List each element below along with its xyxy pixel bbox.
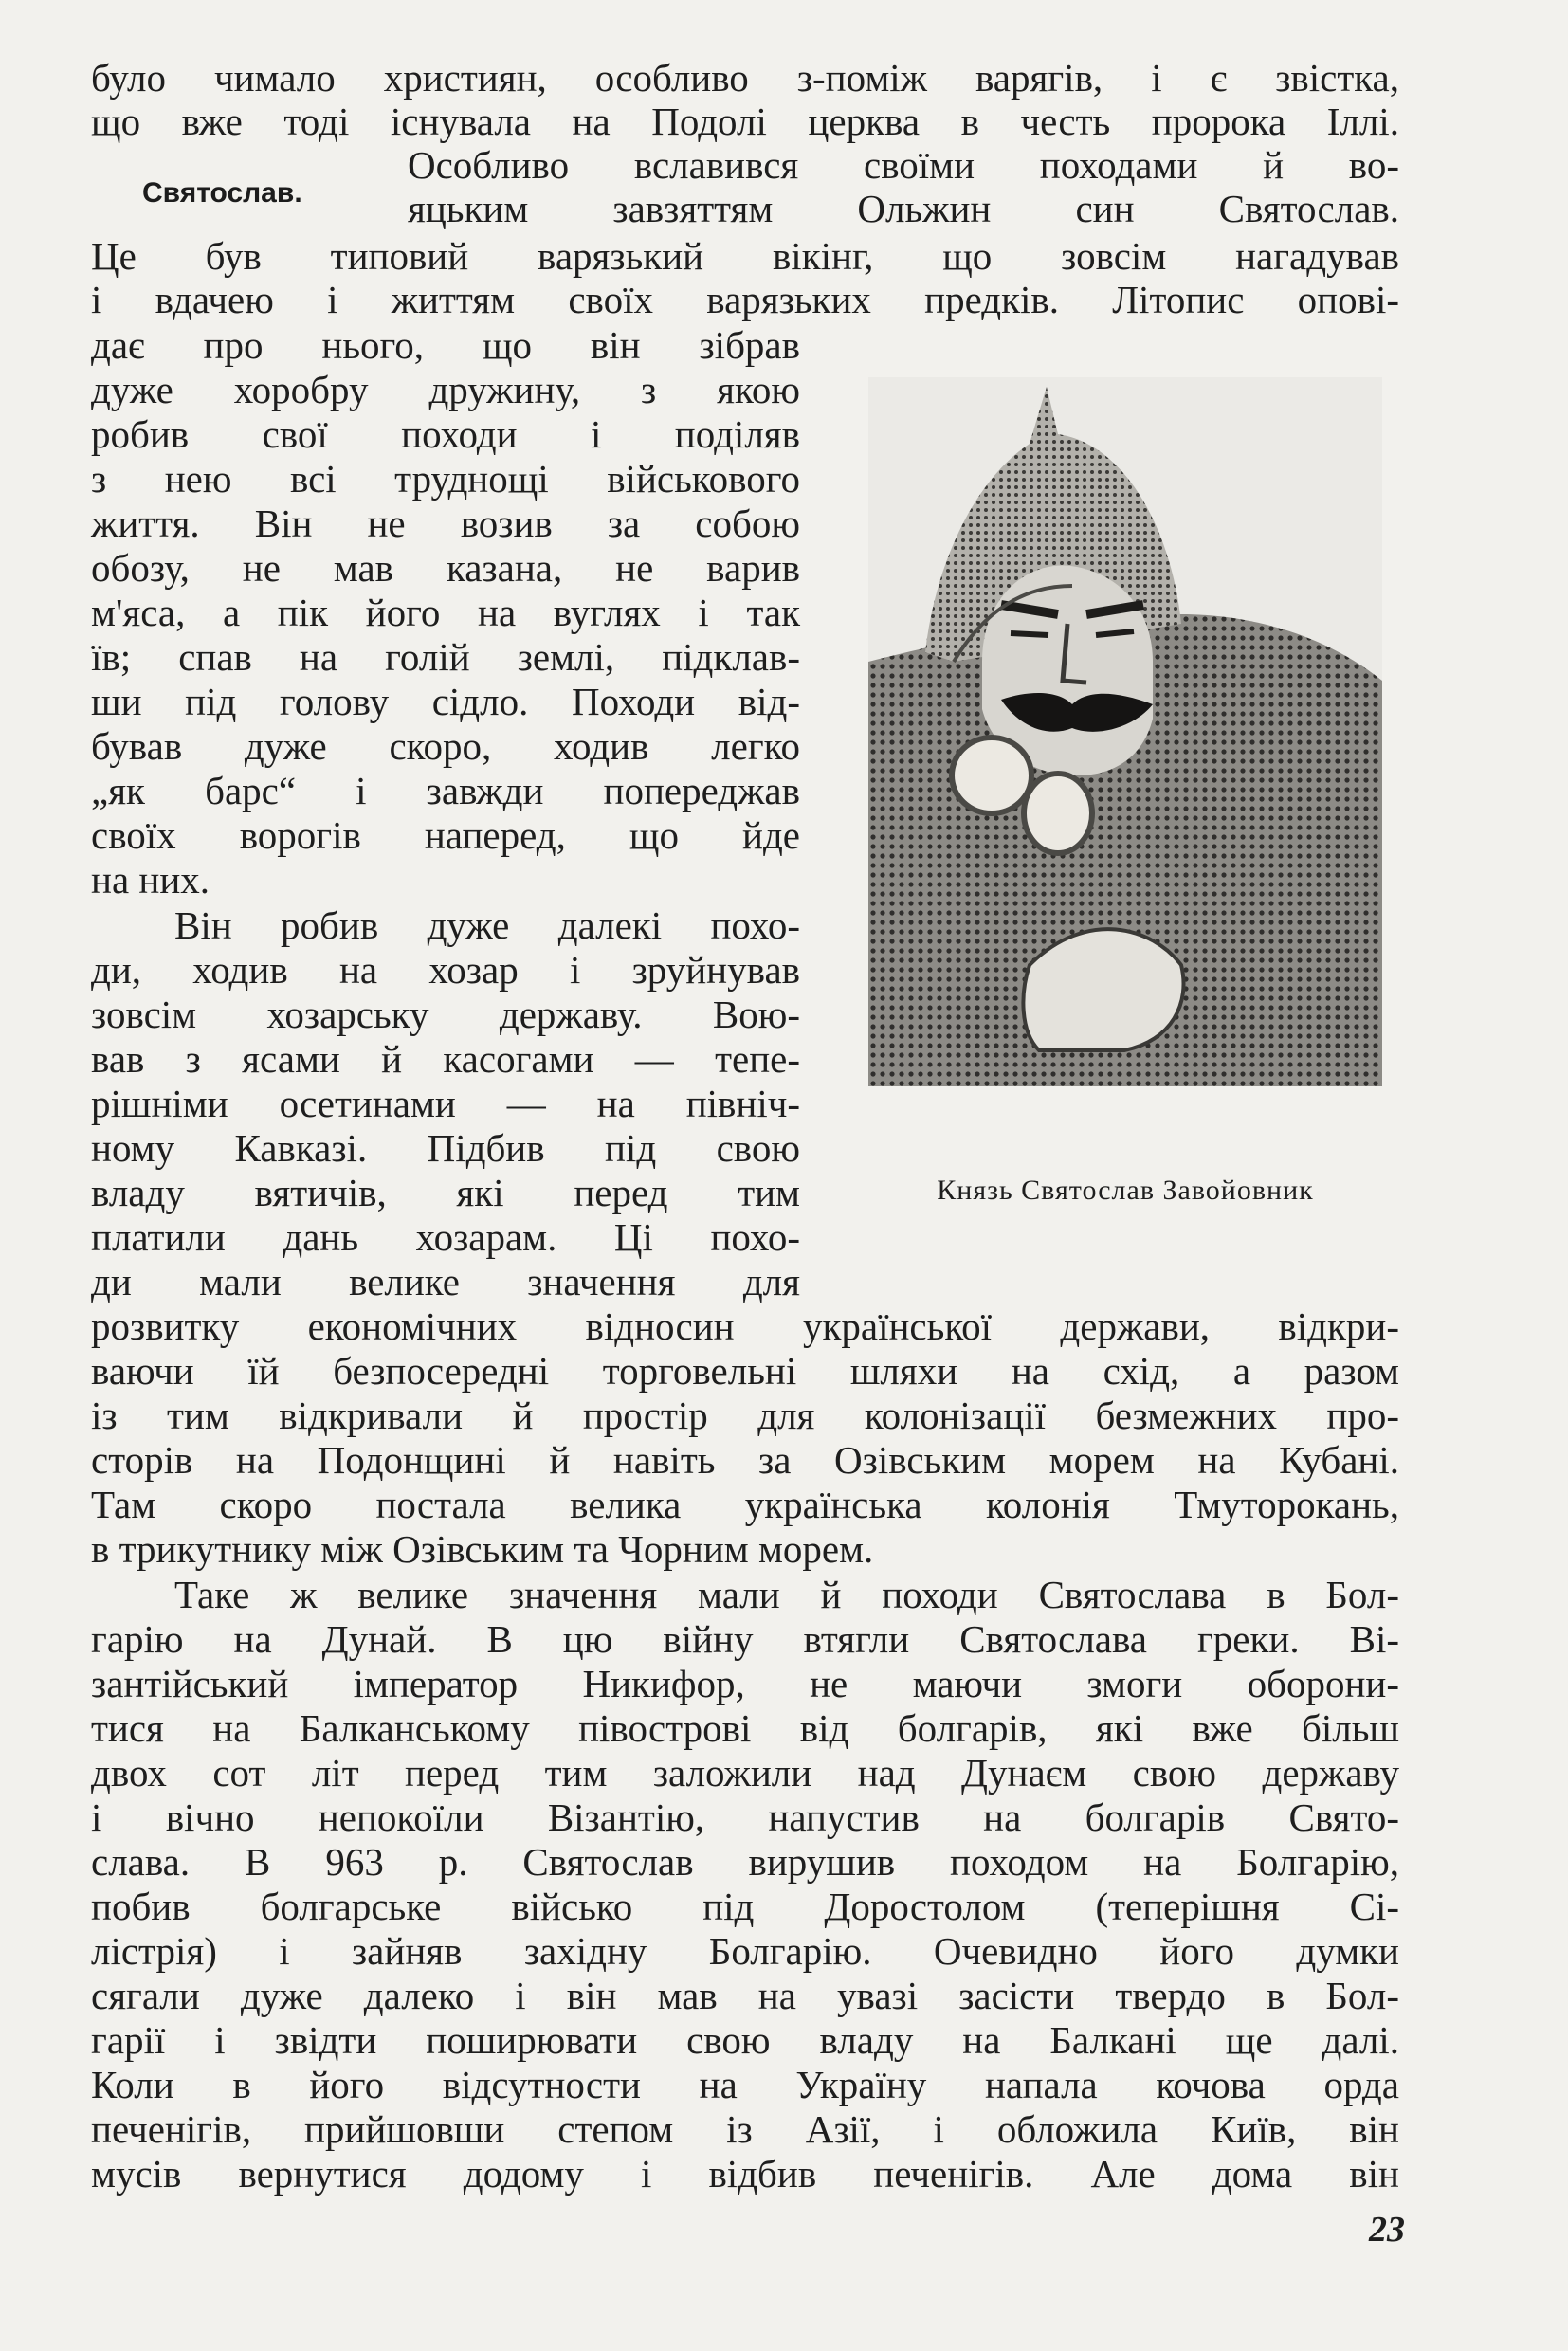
text-line: зантійський імператор Никифор, не маючи змоги оборони- bbox=[91, 1662, 1399, 1705]
text-line: своїх ворогів наперед, що йде bbox=[91, 813, 800, 857]
text-line: гарії і звідти поширювати свою владу на Балкані ще далі. bbox=[91, 2018, 1399, 2062]
text-line: гарію на Дунай. В цю війну втягли Святослава греки. Ві- bbox=[91, 1617, 1399, 1661]
text-line: в трикутнику між Озівським та Чорним морем. bbox=[91, 1527, 874, 1571]
text-line: ди мали велике значення для bbox=[91, 1260, 800, 1303]
text-line: зовсім хозарську державу. Вою- bbox=[91, 993, 800, 1036]
text-line: „як барс“ і завжди попереджав bbox=[91, 769, 800, 812]
text-line: було чимало християн, особливо з-поміж варягів, і є звістка, bbox=[91, 56, 1399, 100]
text-line: дає про нього, що він зібрав bbox=[91, 323, 800, 367]
text-line: з нею всі труднощі військового bbox=[91, 457, 800, 501]
text-line: слава. В 963 р. Святослав вирушив походом на Болгарію, bbox=[91, 1840, 1399, 1884]
text-line: тися на Балканському півострові від болгарів, які вже більш bbox=[91, 1706, 1399, 1750]
text-line: дуже хоробру дружину, з якою bbox=[91, 368, 800, 411]
portrait-illustration bbox=[868, 377, 1382, 1086]
portrait-icon bbox=[868, 377, 1382, 1086]
text-line: Він робив дуже далекі похо- bbox=[174, 903, 800, 947]
text-line: і вічно непокоїли Візантію, напустив на болгарів Свято- bbox=[91, 1795, 1399, 1839]
text-line: побив болгарське військо під Доростолом (теперішня Сі- bbox=[91, 1885, 1399, 1928]
text-line: ваючи їй безпосередні торговельні шляхи на схід, а разом bbox=[91, 1349, 1399, 1393]
text-line: і вдачею і життям своїх варязьких предків. Літопис опові- bbox=[91, 278, 1399, 321]
text-line: Таке ж велике значення мали й походи Святослава в Бол- bbox=[174, 1573, 1399, 1616]
text-line: ди, ходив на хозар і зруйнував bbox=[91, 948, 800, 992]
text-line: Коли в його відсутности на Україну напала кочова орда bbox=[91, 2063, 1399, 2106]
text-line: лістрія) і зайняв західну Болгарію. Очевидно його думки bbox=[91, 1929, 1399, 1973]
text-line: робив свої походи і поділяв bbox=[91, 412, 800, 456]
text-line: Це був типовий варязький вікінг, що зовсім нагадував bbox=[91, 234, 1399, 278]
text-line: платили дань хозарам. Ці похо- bbox=[91, 1215, 800, 1259]
text-line: життя. Він не возив за собою bbox=[91, 501, 800, 545]
text-line: мусів вернутися додому і відбив печенігів. Але дома він bbox=[91, 2152, 1399, 2196]
text-line: Там скоро постала велика українська колонія Тмуторокань, bbox=[91, 1483, 1399, 1526]
text-line: обозу, не мав казана, не варив bbox=[91, 546, 800, 590]
text-line: яцьким завзяттям Ольжин син Святослав. bbox=[408, 187, 1399, 230]
text-line: сягали дуже далеко і він мав на увазі засісти твердо в Бол- bbox=[91, 1974, 1399, 2017]
figure-caption: Князь Святослав Завойовник bbox=[937, 1175, 1314, 1206]
text-line: двох сот літ перед тим заложили над Дунаєм свою державу bbox=[91, 1751, 1399, 1795]
text-line: розвитку економічних відносин української держави, відкри- bbox=[91, 1304, 1399, 1348]
text-line: владу вятичів, які перед тим bbox=[91, 1171, 800, 1214]
text-line: ному Кавказі. Підбив під свою bbox=[91, 1126, 800, 1170]
text-line: вав з ясами й касогами — тепе- bbox=[91, 1037, 800, 1081]
margin-heading: Святослав. bbox=[142, 177, 302, 209]
text-line: із тим відкривали й простір для колонізації безмежних про- bbox=[91, 1394, 1399, 1437]
page-number: 23 bbox=[1369, 2210, 1405, 2250]
text-line: печенігів, прийшовши степом із Азії, і обложила Київ, він bbox=[91, 2107, 1399, 2151]
text-line: рішніми осетинами — на північ- bbox=[91, 1082, 800, 1125]
text-line: сторів на Подонщині й навіть за Озівським морем на Кубані. bbox=[91, 1438, 1399, 1482]
text-line: їв; спав на голій землі, підклав- bbox=[91, 635, 800, 679]
text-line: Особливо вславився своїми походами й во- bbox=[408, 143, 1399, 187]
text-line: бував дуже скоро, ходив легко bbox=[91, 724, 800, 768]
text-line: що вже тоді існувала на Подолі церква в честь пророка Іллі. bbox=[91, 100, 1399, 143]
text-line: м'яса, а пік його на вуглях і так bbox=[91, 591, 800, 634]
text-line: ши під голову сідло. Походи від- bbox=[91, 680, 800, 723]
text-line: на них. bbox=[91, 858, 210, 902]
